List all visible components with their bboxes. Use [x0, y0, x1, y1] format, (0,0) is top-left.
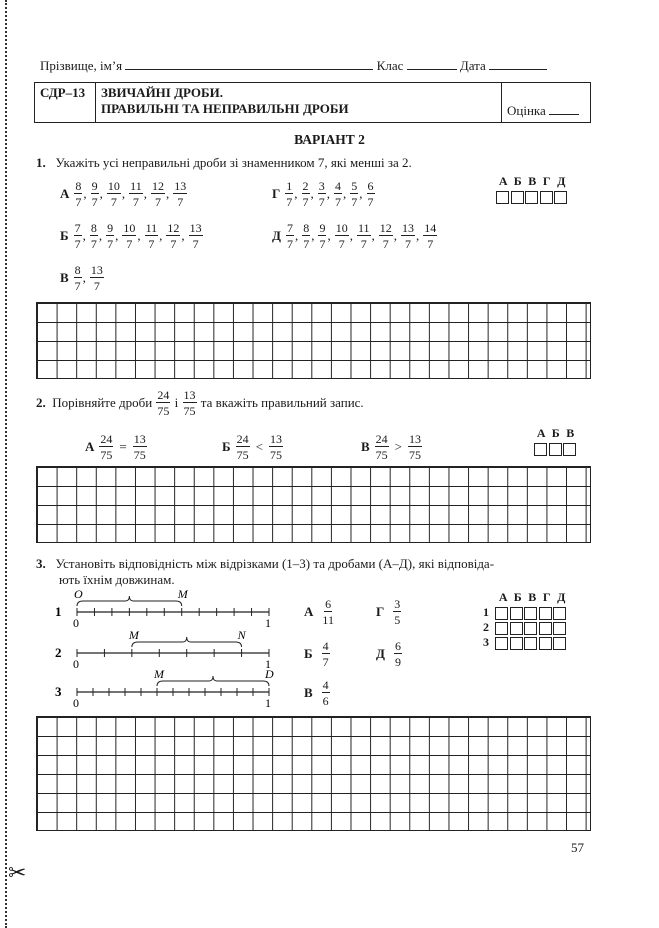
answer-box[interactable] [553, 637, 566, 650]
numerator: 13 [402, 221, 415, 235]
comma: , [99, 186, 103, 201]
numerator: 6 [325, 597, 332, 611]
comma: , [371, 228, 375, 243]
answer-row [483, 605, 569, 620]
line-number: 1 [55, 604, 62, 619]
answer-box[interactable] [510, 637, 523, 650]
numerator: 11 [130, 179, 142, 193]
comma: , [181, 228, 185, 243]
answer-letter: Б [513, 590, 522, 604]
answer-box[interactable] [525, 191, 538, 204]
numerator: 8 [90, 221, 97, 235]
fraction [318, 180, 326, 208]
denominator: 6 [322, 694, 329, 708]
fraction [285, 180, 293, 208]
q3-text-2: ють їхнім довжинам. [59, 572, 175, 587]
q2-answer-boxes [534, 441, 578, 456]
zero-label: 0 [73, 696, 79, 710]
comma: , [294, 228, 299, 243]
numerator: 3 [318, 179, 325, 193]
answer-box[interactable] [510, 607, 523, 620]
fraction [367, 180, 375, 208]
numerator: 9 [91, 179, 98, 193]
answer-box[interactable] [553, 607, 566, 620]
fraction [423, 222, 437, 250]
fraction [322, 679, 330, 707]
answer-box[interactable] [495, 607, 508, 620]
denominator: 7 [318, 195, 325, 209]
class-field[interactable] [407, 58, 457, 70]
answer-letter: Б [513, 174, 522, 188]
numerator: 8 [74, 263, 81, 277]
scissors-icon: ✂ [8, 860, 27, 885]
numerator: 4 [322, 639, 329, 653]
zero-label: 0 [73, 616, 79, 630]
numerator: 10 [107, 179, 120, 193]
numerator: 13 [269, 432, 282, 446]
topic-title [96, 83, 502, 123]
numerator: 10 [335, 221, 348, 235]
denominator: 7 [75, 195, 82, 209]
q1-text: Укажіть усі неправильні дроби зі знаменником 7, які менші за 2. [55, 155, 412, 170]
q3-fraction-b [304, 640, 331, 668]
fraction [335, 222, 349, 250]
q2-text-after: та вкажіть правильний запис. [200, 395, 364, 410]
option-letter: А [60, 186, 70, 201]
surname-field[interactable] [125, 58, 373, 70]
option-letter: Г [272, 186, 281, 201]
denominator: 7 [110, 195, 117, 209]
answer-letter: Г [542, 174, 551, 188]
q3-fraction-e [376, 640, 403, 668]
q1-answer-boxes [496, 189, 569, 204]
option-letter: Д [272, 228, 281, 243]
comma: , [143, 186, 147, 201]
answer-box[interactable] [495, 637, 508, 650]
fraction [269, 433, 283, 461]
q3-work-grid[interactable] [36, 716, 591, 831]
option-letter: Б [222, 439, 231, 454]
q3-fraction-a [304, 598, 335, 626]
q2-statement [36, 389, 364, 417]
answer-letter: В [528, 174, 537, 188]
answer-letter: Г [542, 590, 551, 604]
fraction [166, 222, 180, 250]
q2-answer-letters [534, 426, 578, 441]
fraction [129, 180, 143, 208]
class-label: Клас [376, 58, 404, 73]
q3-number-lines [55, 588, 285, 713]
q3-answer-rows [483, 605, 569, 650]
denominator: 7 [303, 237, 310, 251]
denominator: 7 [177, 195, 184, 209]
denominator: 7 [126, 237, 133, 251]
segment-start-label: M [128, 628, 139, 642]
line-number: 2 [55, 645, 62, 660]
numerator: 13 [90, 263, 103, 277]
q1-answer-table [496, 174, 569, 204]
answer-box[interactable] [539, 607, 552, 620]
q2-answer-table [534, 426, 578, 456]
answer-box[interactable] [496, 191, 509, 204]
answer-letter: Д [557, 590, 566, 604]
fraction [91, 180, 99, 208]
option-letter: Г [376, 604, 385, 619]
grade-cell [502, 83, 591, 123]
fraction [286, 222, 294, 250]
q1-option-d [272, 180, 376, 208]
fraction [393, 598, 401, 626]
denominator: 7 [154, 195, 161, 209]
answer-box[interactable] [540, 191, 553, 204]
q1-option-e [272, 222, 438, 250]
answer-box[interactable] [534, 443, 547, 456]
denominator: 7 [90, 237, 97, 251]
segment-start-label: O [74, 588, 83, 601]
numerator: 11 [145, 221, 158, 235]
answer-letter: А [536, 426, 546, 440]
numerator: 8 [75, 179, 82, 193]
fraction [106, 222, 114, 250]
denominator: 7 [91, 195, 98, 209]
denominator: 7 [367, 195, 374, 209]
numerator: 12 [151, 179, 164, 193]
comma: , [311, 228, 315, 243]
q3-answer-letters [483, 590, 569, 605]
numerator: 5 [351, 179, 358, 193]
fraction [107, 180, 121, 208]
topic-line-1: ЗВИЧАЙНІ ДРОБИ. [101, 85, 223, 100]
segment-start-label: M [154, 667, 164, 681]
fraction [408, 433, 422, 461]
comma: , [393, 228, 398, 243]
comma: , [98, 228, 103, 243]
numerator: 2 [302, 179, 309, 193]
answer-box[interactable] [495, 622, 508, 635]
answer-box[interactable] [524, 637, 537, 650]
numerator: 13 [133, 432, 146, 446]
option-letter: В [361, 439, 370, 454]
answer-box[interactable] [524, 622, 537, 635]
row-label: 3 [483, 635, 489, 649]
denominator: 7 [286, 237, 293, 251]
denominator: 7 [405, 237, 412, 251]
date-label: Дата [459, 58, 486, 73]
fraction [74, 222, 82, 250]
denominator: 7 [302, 195, 309, 209]
numerator: 12 [167, 221, 180, 235]
denominator: 75 [236, 448, 249, 462]
zero-label: 0 [73, 657, 79, 671]
comma: , [137, 228, 141, 243]
fraction [90, 222, 98, 250]
denominator: 7 [322, 655, 329, 669]
denominator: 7 [192, 237, 199, 251]
fraction [74, 264, 82, 292]
fraction [401, 222, 415, 250]
q2-option-b [222, 433, 284, 461]
comma: , [115, 228, 119, 243]
numerator: 13 [189, 221, 202, 235]
denominator: 7 [170, 237, 177, 251]
answer-row [483, 620, 569, 635]
comma: , [165, 186, 170, 201]
one-label: 1 [265, 657, 271, 671]
fraction [173, 180, 187, 208]
denominator: 7 [132, 195, 139, 209]
denominator: 75 [133, 448, 146, 462]
denominator: 7 [148, 237, 155, 251]
topic-line-2: ПРАВИЛЬНІ ТА НЕПРАВИЛЬНІ ДРОБИ [101, 101, 349, 116]
fraction [302, 222, 310, 250]
line-number: 3 [55, 684, 62, 699]
numerator: 4 [335, 179, 342, 193]
denominator: 7 [74, 279, 81, 293]
row-label: 2 [483, 620, 489, 634]
answer-box[interactable] [549, 443, 562, 456]
comparison-sign: > [394, 439, 403, 454]
numerator: 6 [367, 179, 374, 193]
answer-letter: В [528, 590, 537, 604]
fraction [302, 180, 310, 208]
segment-brace [77, 596, 182, 606]
q2-number: 2. [36, 395, 46, 410]
denominator: 7 [74, 237, 81, 251]
answer-box[interactable] [539, 622, 552, 635]
q2-text-before: Порівняйте дроби [52, 395, 153, 410]
answer-letter: В [566, 426, 575, 440]
option-letter: Б [60, 228, 69, 243]
numerator: 6 [394, 639, 401, 653]
denominator: 7 [351, 195, 358, 209]
numerator: 11 [357, 221, 370, 235]
fraction [379, 222, 393, 250]
fraction [151, 180, 165, 208]
comma: , [349, 228, 353, 243]
row-label: 1 [483, 605, 489, 619]
comma: , [294, 186, 298, 201]
numerator: 9 [319, 221, 326, 235]
q1-work-grid[interactable] [36, 302, 591, 379]
answer-box[interactable] [563, 443, 576, 456]
fraction [236, 433, 250, 461]
comma: , [310, 186, 314, 201]
grade-field[interactable] [549, 103, 579, 115]
header-row [40, 58, 590, 74]
comma: , [159, 228, 163, 243]
denominator: 7 [427, 237, 434, 251]
comma: , [359, 186, 363, 201]
page-number: 57 [571, 840, 584, 855]
fraction [133, 433, 147, 461]
comma: , [82, 228, 86, 243]
denominator: 7 [286, 195, 293, 209]
denominator: 75 [375, 448, 388, 462]
comma: , [326, 186, 331, 201]
fraction [74, 180, 82, 208]
segment-end-label: M [177, 588, 188, 601]
comma: , [82, 270, 86, 285]
answer-box[interactable] [511, 191, 524, 204]
numerator: 13 [409, 432, 422, 446]
fraction [90, 264, 104, 292]
numerator: 4 [322, 678, 329, 692]
answer-box[interactable] [553, 622, 566, 635]
denominator: 7 [382, 237, 389, 251]
option-letter: А [304, 604, 314, 619]
denominator: 7 [93, 279, 100, 293]
one-label: 1 [265, 696, 271, 710]
numerator: 1 [286, 179, 293, 193]
q1-option-a [60, 180, 188, 208]
work-code: СДР–13 [35, 83, 96, 123]
fraction [334, 180, 342, 208]
answer-box[interactable] [524, 607, 537, 620]
option-letter: Д [376, 646, 385, 661]
segment-brace [132, 637, 242, 647]
comma: , [343, 186, 347, 201]
answer-box[interactable] [554, 191, 567, 204]
denominator: 7 [338, 237, 345, 251]
denominator: 75 [269, 448, 282, 462]
fraction [357, 222, 371, 250]
numerator: 10 [123, 221, 136, 235]
date-field[interactable] [489, 58, 547, 70]
option-letter: А [85, 439, 95, 454]
fraction [189, 222, 203, 250]
fraction [122, 222, 136, 250]
fraction [394, 640, 402, 668]
q3-text-1: Установіть відповідність між відрізками (1–3) та дробами (А–Д), які відповіда- [55, 556, 495, 571]
comparison-sign: < [255, 439, 263, 454]
answer-letter: Б [551, 426, 560, 440]
q1-option-b [60, 222, 204, 250]
fraction [145, 222, 159, 250]
denominator: 7 [319, 237, 326, 251]
numerator: 24 [236, 432, 249, 446]
segment-brace [157, 676, 269, 686]
answer-letter: Д [557, 174, 566, 188]
comparison-sign: = [119, 439, 127, 454]
comma: , [416, 228, 420, 243]
fraction [322, 598, 334, 626]
grade-label: Оцінка [507, 103, 546, 118]
variant-title: ВАРІАНТ 2 [294, 132, 365, 147]
q3-fraction-c [304, 679, 331, 707]
numerator: 24 [375, 432, 388, 446]
comma: , [327, 228, 331, 243]
segment-end-label: N [237, 628, 246, 642]
answer-box[interactable] [539, 637, 552, 650]
q2-fraction-a: $\frac{24}{75}$ [157, 388, 170, 418]
numerator: 13 [174, 179, 187, 193]
comma: , [83, 186, 87, 201]
option-letter: В [304, 685, 313, 700]
q3-answer-table [483, 590, 569, 650]
answer-letter: А [498, 590, 508, 604]
q1-option-c [60, 264, 105, 292]
numerator: 24 [100, 432, 113, 446]
denominator: 75 [100, 448, 113, 462]
denominator: 11 [322, 613, 334, 627]
fraction [322, 640, 330, 668]
numerator: 14 [424, 221, 437, 235]
one-label: 1 [265, 616, 271, 630]
answer-row [483, 635, 569, 650]
q2-option-c [361, 433, 423, 461]
numerator: 8 [303, 221, 310, 235]
surname-label: Прізвище, ім’я [40, 58, 123, 73]
denominator: 5 [394, 613, 401, 627]
segment-end-label: D [265, 667, 274, 681]
fraction [375, 433, 389, 461]
q2-work-grid[interactable] [36, 466, 591, 543]
denominator: 7 [335, 195, 342, 209]
fraction [99, 433, 113, 461]
numerator: 12 [379, 221, 392, 235]
q2-option-a [85, 433, 148, 461]
q2-conj: і [174, 395, 179, 410]
q2-fraction-b: $\frac{13}{75}$ [183, 388, 196, 418]
denominator: 7 [360, 237, 367, 251]
q3-fraction-d [376, 598, 402, 626]
numerator: 7 [286, 221, 293, 235]
option-letter: Б [304, 646, 313, 661]
q1-answer-letters [496, 174, 569, 189]
numerator: 7 [74, 221, 81, 235]
option-letter: В [60, 270, 69, 285]
fraction [318, 222, 326, 250]
comma: , [121, 186, 126, 201]
answer-letter: А [498, 174, 508, 188]
denominator: 75 [409, 448, 422, 462]
denominator: 9 [394, 655, 401, 669]
q3-number: 3. [36, 556, 46, 571]
q1-number: 1. [36, 155, 46, 170]
numerator: 9 [107, 221, 114, 235]
q3-statement [36, 556, 494, 588]
numerator: 3 [394, 597, 401, 611]
title-box [34, 82, 591, 123]
fraction [350, 180, 358, 208]
q1-statement [36, 155, 412, 171]
answer-box[interactable] [510, 622, 523, 635]
denominator: 7 [107, 237, 114, 251]
